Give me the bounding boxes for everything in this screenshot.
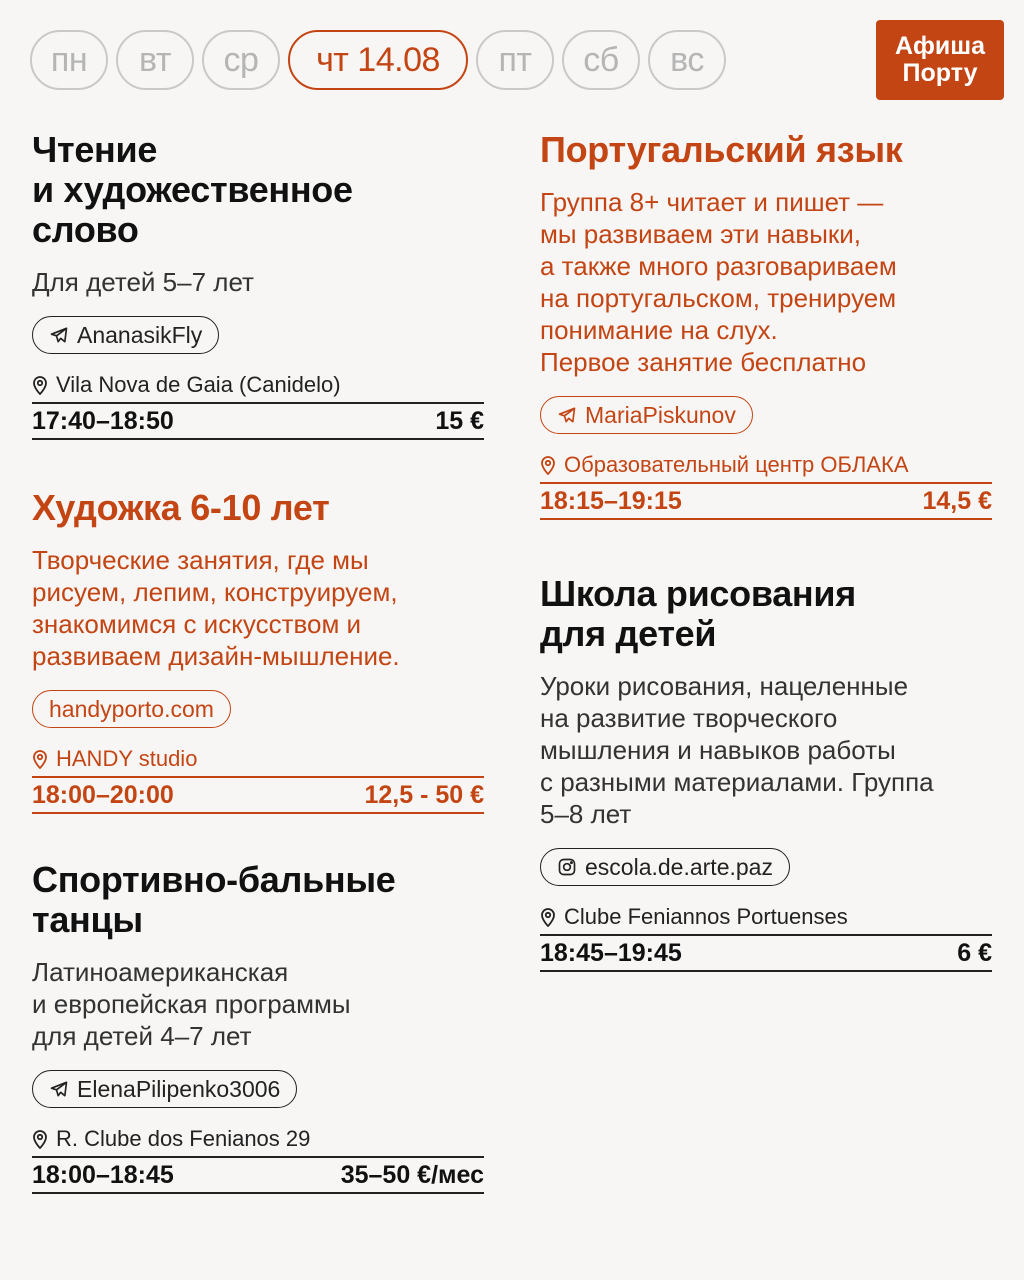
day-tab-fri[interactable]: пт [476,30,554,90]
time-price-row [32,776,484,814]
instagram-icon [557,857,577,877]
day-tab-tue[interactable]: вт [116,30,194,90]
telegram-icon [557,405,577,425]
contact-label: ElenaPilipenko3006 [77,1075,281,1102]
day-tab-thu-active[interactable]: чт 14.08 [288,30,468,90]
day-tab-wed[interactable]: ср [202,30,280,90]
location-label: Vila Nova de Gaia (Canidelo) [56,372,341,397]
event-time: 18:00–18:45 [32,1160,174,1189]
location-label: HANDY studio [56,746,198,771]
logo-line-1: Афиша [894,32,986,60]
event-price: 12,5 - 50 € [364,780,484,809]
location-pin-icon [32,375,48,395]
location-label: R. Clube dos Fenianos 29 [56,1126,311,1151]
time-price-row [32,1156,484,1194]
location [32,746,484,772]
day-selector [30,30,726,90]
time-price-row [540,934,992,972]
contact-label: AnanasikFly [77,321,203,348]
location-pin-icon [540,455,556,475]
location-pin-icon [540,907,556,927]
event-description: Творческие занятия, где мы рисуем, лепим, конструируем, знакомимся с искусством и развиваем дизайн-мышление. [32,545,400,671]
telegram-icon [49,1079,69,1099]
event-time: 18:15–19:15 [540,486,682,515]
website-link[interactable] [32,690,231,728]
event-title: Португальский язык [540,129,903,170]
event-description: Уроки рисования, нацеленные на развитие творческого мышления и навыков работы с разными материалами. Группа 5–8 лет [540,671,934,829]
event-card-dance [32,860,484,1194]
day-tab-sun[interactable]: вс [648,30,726,90]
location-label: Образовательный центр ОБЛАКА [564,452,909,477]
day-tab-sat[interactable]: сб [562,30,640,90]
location-label: Clube Feniannos Portuenses [564,904,848,929]
time-price-row [540,482,992,520]
event-card-drawing [540,574,992,972]
event-description: Для детей 5–7 лет [32,267,254,297]
event-title: Школа рисования для детей [540,573,856,654]
time-price-row [32,402,484,440]
location [32,1126,484,1152]
afisha-porto-logo [876,20,1004,100]
event-card-reading [32,130,484,440]
event-description: Латиноамериканская и европейская программы для детей 4–7 лет [32,957,351,1051]
location-pin-icon [32,749,48,769]
event-card-art [32,488,484,814]
logo-line-2: Порту [902,59,978,87]
location [32,372,484,398]
event-price: 35–50 €/мес [340,1160,484,1189]
telegram-icon [49,325,69,345]
event-card-portuguese [540,130,992,520]
contact-label: handyporto.com [49,695,214,722]
contact-link[interactable] [540,848,790,886]
contact-label: escola.de.arte.paz [585,853,773,880]
location [540,904,992,930]
event-time: 17:40–18:50 [32,406,174,435]
event-title: Спортивно-бальные танцы [32,859,396,940]
event-time: 18:45–19:45 [540,938,682,967]
contact-link[interactable] [540,396,753,434]
event-title: Художка 6-10 лет [32,487,330,528]
location [540,452,992,478]
contact-link[interactable] [32,316,219,354]
event-price: 6 € [957,938,992,967]
event-price: 15 € [435,406,484,435]
event-time: 18:00–20:00 [32,780,174,809]
contact-label: MariaPiskunov [585,401,736,428]
event-price: 14,5 € [922,486,992,515]
event-title: Чтение и художественное слово [32,129,353,250]
contact-link[interactable] [32,1070,297,1108]
day-tab-mon[interactable]: пн [30,30,108,90]
location-pin-icon [32,1129,48,1149]
event-description: Группа 8+ читает и пишет — мы развиваем эти навыки, а также много разговариваем на португальском, тренируем понимание на слух. Первое занятие бесплатно [540,187,897,377]
